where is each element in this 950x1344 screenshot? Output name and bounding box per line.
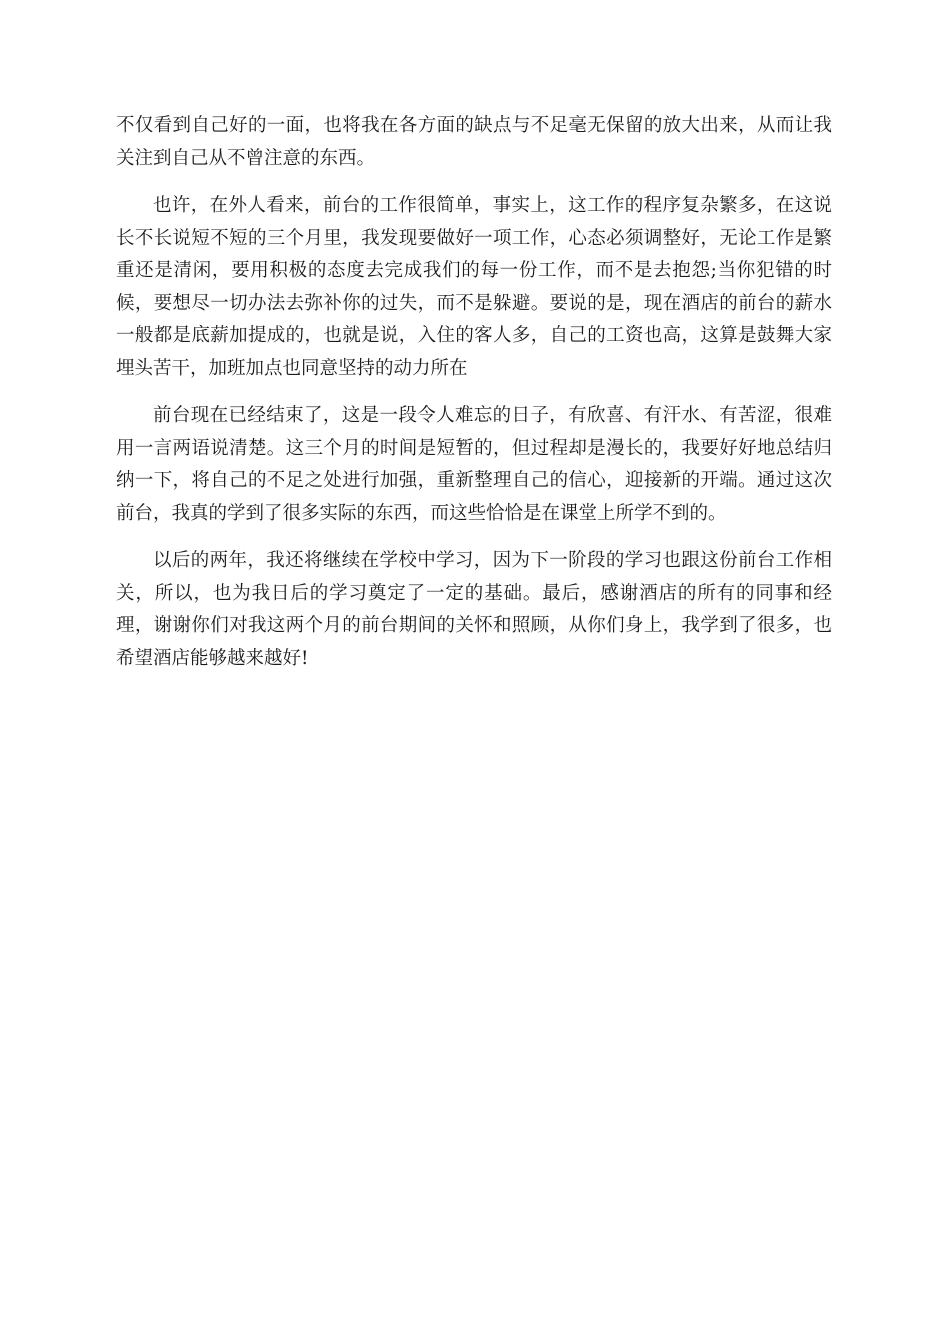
paragraph-front-desk-work: 也许，在外人看来，前台的工作很简单，事实上，这工作的程序复杂繁多，在这说长不长说短不短的三个月里，我发现要做好一项工作，心态必须调整好，无论工作是繁重还是清闲，要用积极的态度去完成我们的每一份工作，而不是去抱怨;当你犯错的时候，要想尽一切办法去弥补你的过失，而不是躲避。要说的是，现在酒店的前台的薪水一般都是底薪加提成的，也就是说，入住的客人多，自己的工资也高，这算是鼓舞大家埋头苦干，加班加点也同意坚持的动力所在 — [116, 195, 832, 379]
paragraph-internship-summary: 前台现在已经结束了，这是一段令人难忘的日子，有欣喜、有汗水、有苦涩，很难用一言两语说清楚。这三个月的时间是短暂的，但过程却是漫长的，我要好好地总结归纳一下，将自己的不足之处进行加强，重新整理自己的信心，迎接新的开端。通过这次前台，我真的学到了很多实际的东西，而这些恰恰是在课堂上所学不到的。 — [116, 405, 832, 524]
paragraph-closing-thanks: 以后的两年，我还将继续在学校中学习，因为下一阶段的学习也跟这份前台工作相关，所以，也为我日后的学习奠定了一定的基础。最后，感谢酒店的所有的同事和经理，谢谢你们对我这两个月的前台期间的关怀和照顾，从你们身上，我学到了很多，也希望酒店能够越来越好! — [116, 550, 832, 669]
paragraph-continuation: 不仅看到自己好的一面，也将我在各方面的缺点与不足毫无保留的放大出来，从而让我关注到自己从不曾注意的东西。 — [116, 115, 832, 169]
document-body — [116, 110, 832, 690]
